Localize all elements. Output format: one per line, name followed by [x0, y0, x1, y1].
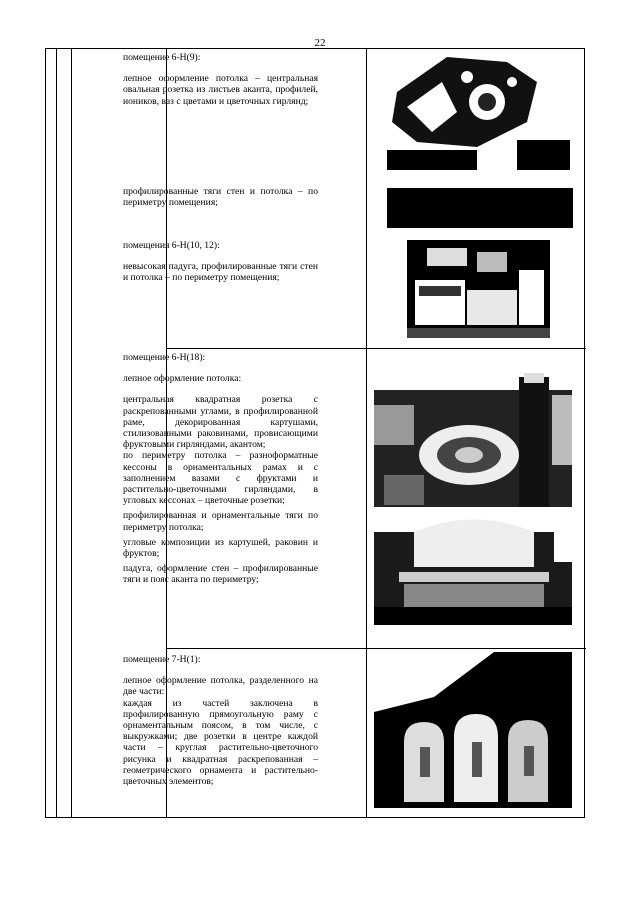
room-description: [123, 52, 318, 107]
coffered-ceiling-photo: [374, 512, 572, 625]
column-divider: [71, 49, 72, 817]
description-item: профилированные тяги стен и потолка – по периметру помещения;: [123, 186, 318, 209]
description-item: лепное оформление потолка – центральная овальная розетка из листьев аканта, профилей, иоников, ваз с цветами и цветочных гирлянд;: [123, 73, 318, 107]
room-label: помещение 7-Н(1):: [123, 654, 201, 665]
room-description: [123, 186, 318, 208]
room-interior-photo: [407, 240, 550, 338]
description-item: падуга, оформление стен – профилированные тяги и пояс аканта по периметру;: [123, 563, 318, 586]
ceiling-square-rosette-photo: [374, 355, 572, 507]
room-label: помещение 6-Н(18):: [123, 352, 206, 363]
description-item: профилированная и орнаментальные тяги по периметру потолка;: [123, 510, 318, 533]
cornice-photo: [387, 188, 573, 228]
description-item: невысокая падуга, профилированные тяги стен и потолка – по периметру помещения;: [123, 261, 318, 284]
description-item: лепное оформление потолка:: [123, 373, 242, 385]
column-divider: [56, 49, 57, 817]
room-description: [123, 352, 318, 586]
page-number: 22: [314, 37, 326, 49]
ceiling-rosette-photo: [387, 52, 570, 170]
description-item: центральная квадратная розетка с раскрепованными углами, в профилированной раме, декорированная картушами, стилизованными раковинами, провисающими фруктовыми гирляндами, акантом;: [123, 394, 318, 451]
row-divider: [166, 648, 586, 649]
room-label: помещения 6-Н(10, 12):: [123, 240, 220, 251]
room-description: [123, 240, 318, 284]
room-label: помещение 6-Н(9):: [123, 52, 201, 63]
column-divider: [366, 49, 367, 817]
description-item: по периметру потолка – разноформатные кессоны в орнаментальных рамах и с заполнением вазами с фруктами и растительно-цветочными гирляндами, в угловых кессонах – цветочные розетки;: [123, 450, 318, 507]
arched-windows-room-photo: [374, 652, 572, 808]
description-item: каждая из частей заключена в профилированную прямоугольную раму с орнаментальным поясом, в том числе, с выкружками; две розетки в центре каждой части – круглая растительно-цветочного рисунка и квадратная раскрепованная – геометрического орнамента и растительно-цветочных элементов;: [123, 697, 318, 788]
room-description: [123, 654, 318, 787]
row-divider: [166, 348, 586, 349]
description-item: угловые композиции из картушей, раковин и фруктов;: [123, 536, 318, 560]
description-item: лепное оформление потолка, разделенного на две части:: [123, 675, 318, 698]
